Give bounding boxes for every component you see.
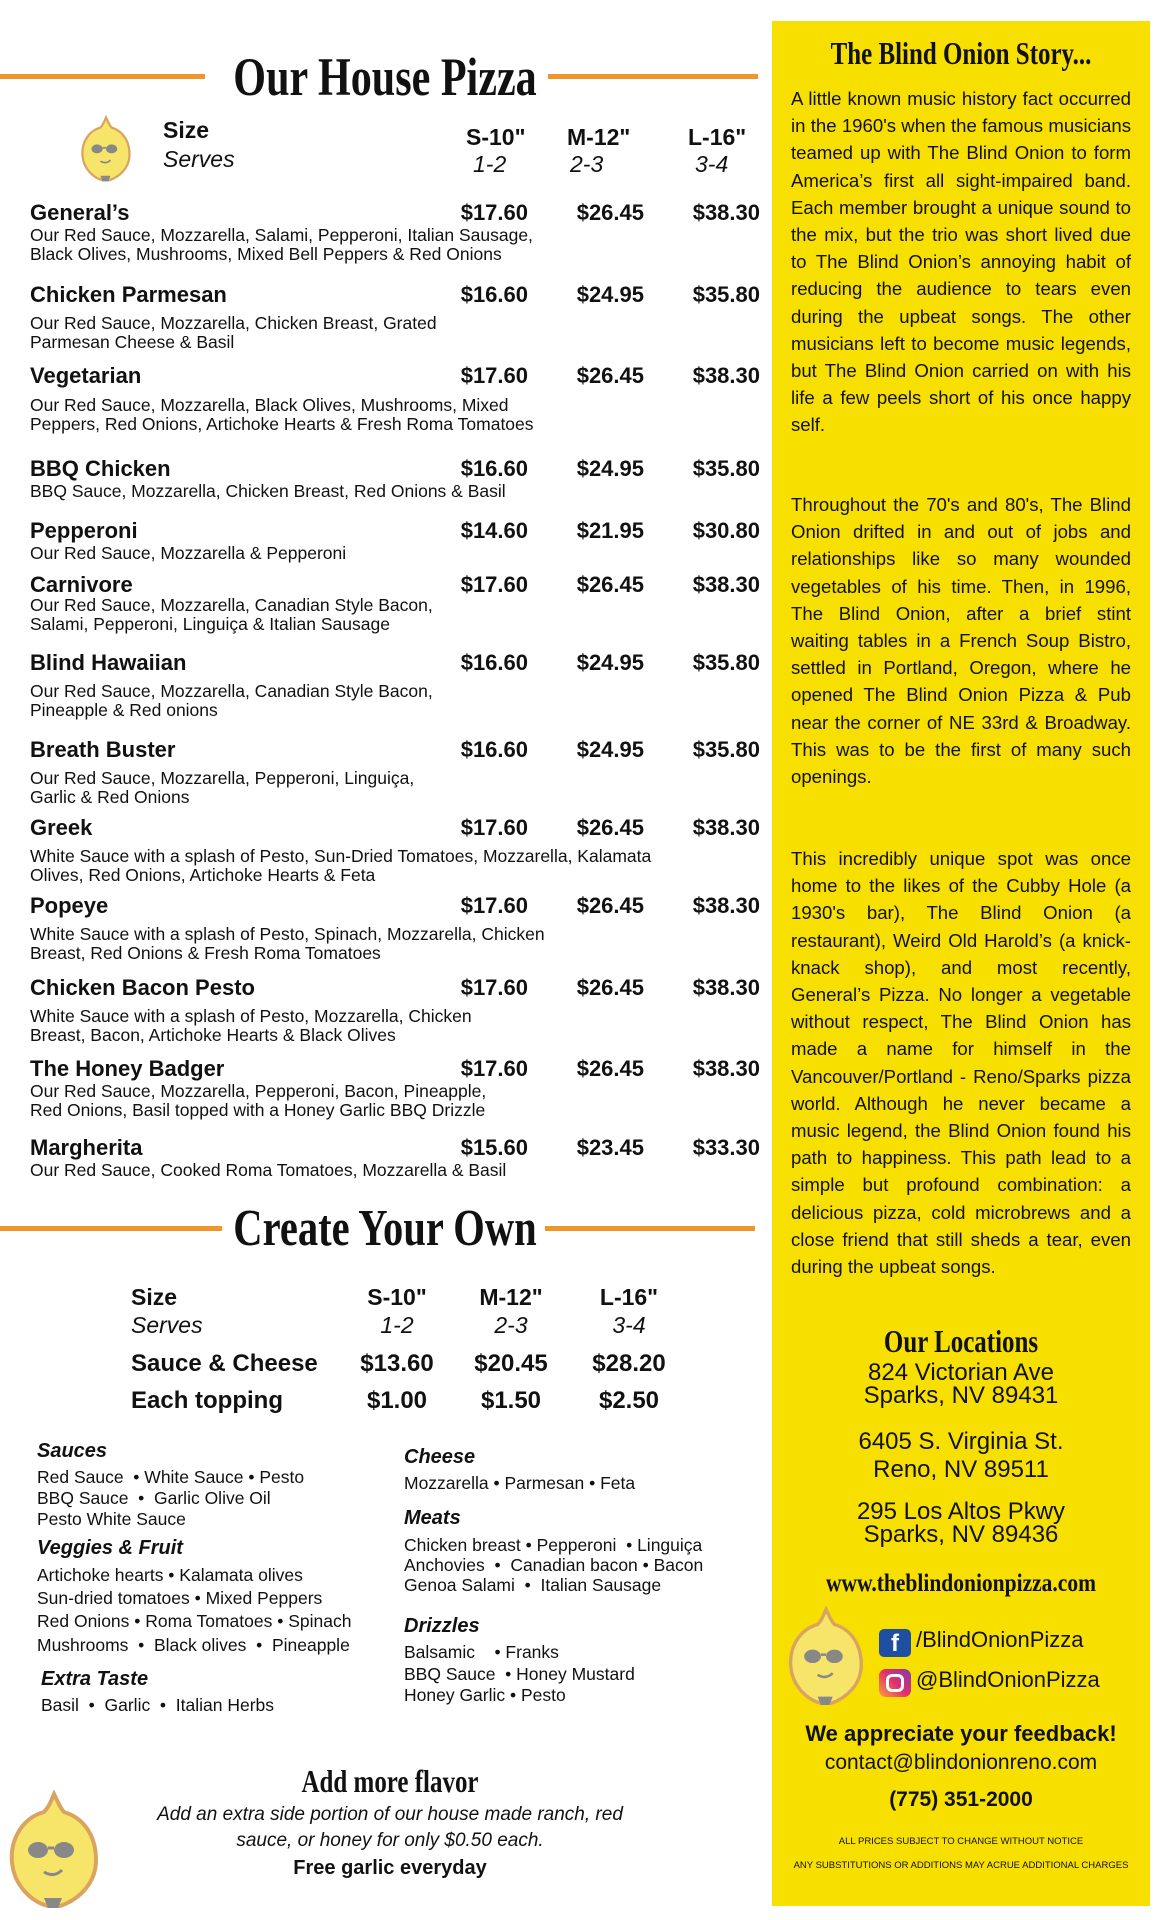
pizza-name: Chicken Bacon Pesto	[30, 975, 255, 1000]
instagram-icon	[879, 1669, 911, 1697]
pizza-price: $17.60	[460, 1056, 528, 1081]
topping-options: Chicken breast • Pepperoni • Linguiça	[404, 1535, 703, 1555]
pizza-description: Our Red Sauce, Mozzarella, Pepperoni, Linguiça, Garlic & Red Onions	[30, 768, 415, 807]
pizza-description: White Sauce with a splash of Pesto, Spinach, Mozzarella, Chicken Breast, Red Onions & Fresh Roma Tomatoes	[30, 924, 545, 963]
pizza-description: Our Red Sauce, Mozzarella, Salami, Pepperoni, Italian Sausage, Black Olives, Mushrooms, Mixed Bell Peppers & Red Onions	[30, 225, 533, 264]
add-flavor-line2: sauce, or honey for only $0.50 each.	[236, 1830, 544, 1851]
topping-options: Balsamic • Franks	[404, 1642, 559, 1662]
size-label: Size	[163, 117, 210, 143]
location-city: Sparks, NV 89431	[863, 1382, 1059, 1409]
pizza-description: BBQ Sauce, Mozzarella, Chicken Breast, Red Onions & Basil	[30, 481, 506, 501]
cyo-topping-price: $2.50	[598, 1387, 660, 1414]
pizza-price: $24.95	[576, 737, 644, 762]
pizza-name: Chicken Parmesan	[30, 282, 227, 307]
cyo-rule-left	[0, 1226, 222, 1231]
pizza-price: $38.30	[692, 893, 760, 918]
cyo-base-price: $20.45	[474, 1350, 548, 1377]
location-street: 824 Victorian Ave	[868, 1359, 1054, 1386]
story-title: The Blind Onion Story...	[830, 35, 1092, 71]
pizza-price: $38.30	[692, 572, 760, 597]
pizza-price: $26.45	[576, 572, 644, 597]
cyo-serves-value: 3-4	[612, 1312, 646, 1338]
pizza-name: Carnivore	[30, 572, 133, 597]
topping-options: Mushrooms • Black olives • Pineapple	[37, 1635, 350, 1655]
pizza-description: Our Red Sauce, Mozzarella & Pepperoni	[30, 543, 347, 563]
each-topping-label: Each topping	[131, 1387, 283, 1414]
size-header: M-12"	[567, 124, 631, 150]
pizza-price: $17.60	[460, 975, 528, 1000]
pizza-name: Blind Hawaiian	[30, 650, 187, 675]
topping-category-heading: Sauces	[37, 1440, 108, 1462]
pizza-price: $35.80	[692, 282, 760, 307]
cyo-serves-label: Serves	[131, 1312, 203, 1338]
add-flavor-title: Add more flavor	[301, 1763, 479, 1799]
pizza-price: $38.30	[692, 1056, 760, 1081]
pizza-name: Breath Buster	[30, 737, 176, 762]
pizza-price: $14.60	[460, 518, 528, 543]
pizza-price: $26.45	[576, 893, 644, 918]
fine-print-prices: ALL PRICES SUBJECT TO CHANGE WITHOUT NOTICE	[838, 1836, 1084, 1847]
pizza-price: $33.30	[692, 1135, 760, 1160]
topping-category-heading: Cheese	[404, 1446, 476, 1468]
topping-category-heading: Drizzles	[404, 1615, 480, 1637]
story-panel	[772, 21, 1150, 1906]
topping-options: BBQ Sauce • Honey Mustard	[404, 1664, 635, 1684]
pizza-price: $17.60	[460, 200, 528, 225]
serves-value: 1-2	[473, 151, 507, 177]
pizza-description: Our Red Sauce, Mozzarella, Chicken Breast, Grated Parmesan Cheese & Basil	[30, 313, 437, 352]
pizza-price: $17.60	[460, 815, 528, 840]
pizza-description: Our Red Sauce, Mozzarella, Canadian Style Bacon, Pineapple & Red onions	[30, 681, 433, 720]
facebook-icon: f	[879, 1629, 911, 1657]
create-your-own-title: Create Your Own	[233, 1200, 537, 1257]
onion-mascot-icon	[784, 1606, 868, 1710]
cyo-topping-price: $1.50	[480, 1387, 542, 1414]
topping-category-heading: Meats	[404, 1507, 461, 1529]
pizza-price: $23.45	[576, 1135, 644, 1160]
topping-category-heading: Extra Taste	[41, 1668, 149, 1690]
sauce-cheese-label: Sauce & Cheese	[131, 1350, 318, 1377]
topping-options: Genoa Salami • Italian Sausage	[404, 1575, 662, 1595]
title-rule-left	[0, 74, 205, 79]
pizza-price: $38.30	[692, 815, 760, 840]
cyo-base-price: $28.20	[592, 1350, 666, 1377]
topping-options: Anchovies • Canadian bacon • Bacon	[404, 1555, 704, 1575]
pizza-description: Our Red Sauce, Mozzarella, Canadian Style Bacon, Salami, Pepperoni, Linguiça & Italian Sausage	[30, 595, 433, 634]
onion-mascot-icon	[78, 114, 134, 186]
cyo-rule-right	[545, 1226, 755, 1231]
cyo-topping-price: $1.00	[366, 1387, 428, 1414]
pizza-price: $26.45	[576, 1056, 644, 1081]
pizza-price: $26.45	[576, 975, 644, 1000]
pizza-description: Our Red Sauce, Cooked Roma Tomatoes, Mozzarella & Basil	[30, 1160, 507, 1180]
cyo-size-header: M-12"	[479, 1284, 543, 1310]
topping-options: BBQ Sauce • Garlic Olive Oil	[37, 1488, 271, 1508]
pizza-name: Popeye	[30, 893, 109, 918]
instagram-handle[interactable]: @BlindOnionPizza	[916, 1667, 1100, 1692]
pizza-price: $35.80	[692, 456, 760, 481]
topping-options: Artichoke hearts • Kalamata olives	[37, 1565, 303, 1585]
story-paragraph: A little known music history fact occurred in the 1960's when the famous musicians teamed up with The Blind Onion to form America’s first all sight-impaired band. Each member brought a unique sound to the mix, but the trio was short lived due to The Blind Onion’s annoying habit of reducing the audience to tears even during the upbeat songs. The other musicians left to become music legends, but The Blind Onion carried on with his life a few peels short of his once happy self.	[791, 88, 1131, 436]
pizza-name: Margherita	[30, 1135, 143, 1160]
pizza-price: $16.60	[460, 456, 528, 481]
topping-category-heading: Veggies & Fruit	[37, 1537, 183, 1559]
topping-options: Red Sauce • White Sauce • Pesto	[37, 1467, 305, 1487]
locations-title: Our Locations	[883, 1323, 1039, 1359]
size-header: S-10"	[466, 124, 526, 150]
pizza-price: $24.95	[576, 456, 644, 481]
website-link[interactable]: www.theblindonionpizza.com	[826, 1570, 1096, 1597]
pizza-price: $15.60	[460, 1135, 528, 1160]
story-paragraph: Throughout the 70's and 80's, The Blind Onion drifted in and out of jobs and relationships like so many wounded vegetables of his time. Then, in 1996, The Blind Onion, after a brief stint waiting tables in a French Soup Bistro, settled in Portland, Oregon, where he opened The Blind Onion Pizza & Pub near the corner of NE 33rd & Broadway. This was to be the first of many such openings.	[791, 494, 1131, 788]
pizza-price: $38.30	[692, 363, 760, 388]
pizza-price: $26.45	[576, 363, 644, 388]
feedback-heading: We appreciate your feedback!	[805, 1721, 1117, 1746]
pizza-price: $38.30	[692, 975, 760, 1000]
cyo-size-header: S-10"	[367, 1284, 427, 1310]
pizza-price: $16.60	[460, 282, 528, 307]
serves-value: 3-4	[695, 151, 729, 177]
topping-options: Basil • Garlic • Italian Herbs	[41, 1695, 275, 1715]
pizza-price: $17.60	[460, 572, 528, 597]
topping-options: Sun-dried tomatoes • Mixed Peppers	[37, 1588, 323, 1608]
pizza-description: White Sauce with a splash of Pesto, Mozzarella, Chicken Breast, Bacon, Artichoke Hearts & Black Olives	[30, 1006, 472, 1045]
pizza-name: General’s	[30, 200, 130, 225]
pizza-description: Our Red Sauce, Mozzarella, Pepperoni, Bacon, Pineapple, Red Onions, Basil topped with a Honey Garlic BBQ Drizzle	[30, 1081, 487, 1120]
cyo-base-price: $13.60	[360, 1350, 434, 1377]
pizza-price: $17.60	[460, 363, 528, 388]
facebook-handle[interactable]: /BlindOnionPizza	[916, 1627, 1084, 1652]
pizza-price: $17.60	[460, 893, 528, 918]
serves-value: 2-3	[570, 151, 604, 177]
pizza-price: $24.95	[576, 282, 644, 307]
size-header: L-16"	[688, 124, 747, 150]
location-street: 295 Los Altos Pkwy	[856, 1498, 1066, 1525]
topping-options: Mozzarella • Parmesan • Feta	[404, 1473, 636, 1493]
pizza-price: $35.80	[692, 650, 760, 675]
pizza-price: $35.80	[692, 737, 760, 762]
pizza-price: $16.60	[460, 737, 528, 762]
pizza-name: Greek	[30, 815, 93, 840]
location-city: Sparks, NV 89436	[863, 1521, 1059, 1548]
onion-mascot-icon	[4, 1790, 104, 1914]
location-city: Reno, NV 89511	[873, 1456, 1049, 1483]
serves-label: Serves	[163, 146, 235, 172]
fine-print-substitutions: ANY SUBSTITUTIONS OR ADDITIONS MAY ACRUE ADDITIONAL CHARGES	[793, 1860, 1129, 1871]
story-paragraph: This incredibly unique spot was once home to the likes of the Cubby Hole (a 1930's bar), The Blind Onion (a restaurant), Weird Old Harold’s (a knick-knack shop), and most recently, General’s Pizza. No longer a vegetable without respect, The Blind Onion has made a name for himself in the Vancouver/Portland - Reno/Sparks pizza world. Although he never became a music legend, the Blind Onion found his path to happiness. This path lead to a simple but profound combination: a delicious pizza, cold microbrews and a close friend that still sheds a tear, even during the upbeat songs.	[791, 848, 1131, 1278]
pizza-price: $26.45	[576, 200, 644, 225]
free-garlic: Free garlic everyday	[293, 1857, 487, 1879]
cyo-serves-value: 1-2	[380, 1312, 414, 1338]
title-rule-right	[548, 74, 758, 79]
topping-options: Honey Garlic • Pesto	[404, 1685, 566, 1705]
location-street: 6405 S. Virginia St.	[858, 1428, 1064, 1455]
pizza-price: $26.45	[576, 815, 644, 840]
pizza-price: $21.95	[576, 518, 644, 543]
add-flavor-line1: Add an extra side portion of our house made ranch, red	[157, 1804, 623, 1825]
cyo-size-label: Size	[131, 1284, 178, 1310]
pizza-name: Pepperoni	[30, 518, 138, 543]
pizza-description: Our Red Sauce, Mozzarella, Black Olives, Mushrooms, Mixed Peppers, Red Onions, Artichoke Hearts & Fresh Roma Tomatoes	[30, 395, 534, 434]
pizza-price: $30.80	[692, 518, 760, 543]
house-pizza-title: Our House Pizza	[233, 47, 537, 107]
topping-options: Pesto White Sauce	[37, 1509, 186, 1529]
cyo-serves-value: 2-3	[494, 1312, 528, 1338]
pizza-price: $24.95	[576, 650, 644, 675]
cyo-size-header: L-16"	[599, 1284, 659, 1310]
pizza-name: The Honey Badger	[30, 1056, 225, 1081]
pizza-price: $16.60	[460, 650, 528, 675]
phone-number[interactable]: (775) 351-2000	[889, 1788, 1033, 1811]
topping-options: Red Onions • Roma Tomatoes • Spinach	[37, 1611, 352, 1631]
contact-email[interactable]: contact@blindonionreno.com	[824, 1751, 1098, 1774]
pizza-name: BBQ Chicken	[30, 456, 171, 481]
pizza-name: Vegetarian	[30, 363, 142, 388]
pizza-price: $38.30	[692, 200, 760, 225]
pizza-description: White Sauce with a splash of Pesto, Sun-Dried Tomatoes, Mozzarella, Kalamata Olives, Red Onions, Artichoke Hearts & Feta	[30, 846, 652, 885]
